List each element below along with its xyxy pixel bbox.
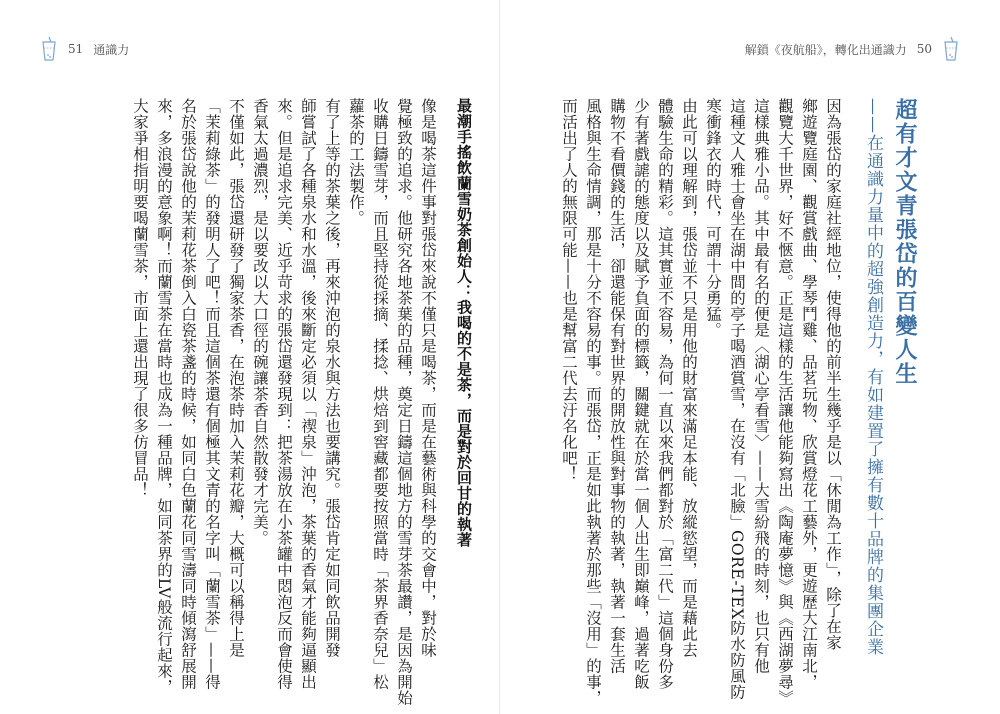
paragraph-column: 收購日鑄雪芽，而且堅持從採摘、揉捻、烘焙到窖藏都要按照當時「茶界香奈兒」松 (371, 98, 389, 690)
paragraph-column: 香氣太過濃烈，是以要改以大口徑的碗讓茶香自然散發才完美。 (251, 98, 269, 546)
paragraph-column: 名於張岱說他的茉莉花茶倒入白瓷茶盞的時候，如同白色蘭花同雪濤同時傾瀉舒展開 (179, 98, 197, 690)
section-title: 超有才文青張岱的百變人生 (892, 98, 918, 386)
paragraph-column: 鄉遊覽庭園、觀賞戲曲、學琴鬥雞、品茗玩物、欣賞燈花工藝外，更遊歷大江南北， (800, 98, 818, 690)
left-page-header (40, 38, 129, 60)
right-page-header (745, 38, 960, 60)
paragraph-column: 風格與生命情調，那是十分不容易的事。而張岱，正是如此執著於那些「沒用」的事， (584, 98, 602, 706)
paragraph-column: 這樣典雅小品。其中最有名的便是〈湖心亭看雪〉——大雪紛飛的時刻，也只有他 (752, 98, 770, 674)
paragraph-column: 來，多浪漫的意象啊！而蘭雪茶在當時也成為一種品牌，如同茶界的LV般流行起來， (155, 98, 173, 695)
paragraph-column: 師嘗試了各種泉水和水溫，後來斷定必須以「禊泉」沖泡，茶葉的香氣才能夠逼顯出 (299, 98, 317, 690)
right-running-title: 解鎖《夜航船》，轉化出通識力 (744, 42, 907, 57)
paragraph-column: 這種文人雅士會坐在湖中間的亭子喝酒賞雪，在沒有「北臉」GORE-TEX防水防風防 (728, 98, 746, 700)
book-gutter (499, 0, 501, 714)
right-page (560, 98, 920, 706)
left-page (75, 98, 475, 706)
left-running-title: 通識力 (93, 42, 130, 57)
paragraph-column: 大家爭相指明要喝蘭雪茶，市面上還出現了很多仿冒品！ (131, 98, 149, 498)
paragraph-column: 有了上等的茶葉之後，再來沖泡的泉水與方法也要講究。張岱肯定如同飲品開發 (323, 98, 341, 658)
paragraph-column: 不僅如此，張岱還研發了獨家茶香，在泡茶時加入茉莉花瓣，大概可以稱得上是 (227, 98, 245, 658)
tea-cup-icon (40, 36, 58, 62)
paragraph-column: 觀覽大千世界，好不愜意。正是這樣的生活讓他能夠寫出《陶庵夢憶》與《西湖夢尋》 (776, 98, 794, 706)
paragraph-column: 寒衝鋒衣的時代，可謂十分勇猛。 (704, 98, 722, 338)
paragraph-column: 體驗生命的精彩。這其實並不容易，為何一直以來我們都對於「富二代」這個身份多 (656, 98, 674, 690)
paragraph-column: 來。但是追求完美、近乎苛求的張岱還發現到：把茶湯放在小茶罐中悶泡反而會使得 (275, 98, 293, 690)
paragraph-column: 覺極致的追求。他研究各地茶葉的品種，奠定日鑄這個地方的雪芽茶最讚，是因為開始 (395, 98, 413, 706)
paragraph-column: 因為張岱的家庭社經地位，使得他的前半生幾乎是以「休閒為工作」，除了在家 (824, 98, 842, 651)
paragraph-column: 而活出了人的無限可能——也是幫富二代去汙名化吧！ (560, 98, 578, 482)
paragraph-column: 購物不看價錢的生活，卻還能保有對世界的開放性與對事物的執著，執著一套生活 (608, 98, 626, 674)
paragraph-column: 蘿茶的工法製作。 (347, 98, 365, 226)
section-subtitle: ——在通識力量中的超強創造力，有如建置了擁有數十品牌的集團企業 (863, 98, 883, 656)
paragraph-column: 由此可以理解到，張岱並不只是用他的財富來滿足本能、放縱慾望，而是藉此去 (680, 98, 698, 658)
left-page-number: 51 (68, 42, 84, 56)
right-page-number: 50 (916, 42, 932, 56)
tea-cup-icon (942, 36, 960, 62)
bold-section-heading: 最潮手搖飲蘭雪奶茶創始人：我喝的不是茶，而是對於回甘的執著 (455, 98, 473, 548)
paragraph-column: 少有著戲謔的態度以及賦予負面的標籤，關鍵就在於當一個人出生即巔峰，過著吃飯 (632, 98, 650, 690)
paragraph-column: 像是喝茶這件事對張岱來說不僅只是喝茶，而是在藝術與科學的交會中，對於味 (419, 98, 437, 658)
paragraph-column: 「茉莉綠茶」的發明人了吧！而且這個茶還有個極其文青的名字叫「蘭雪茶」——得 (203, 98, 221, 690)
